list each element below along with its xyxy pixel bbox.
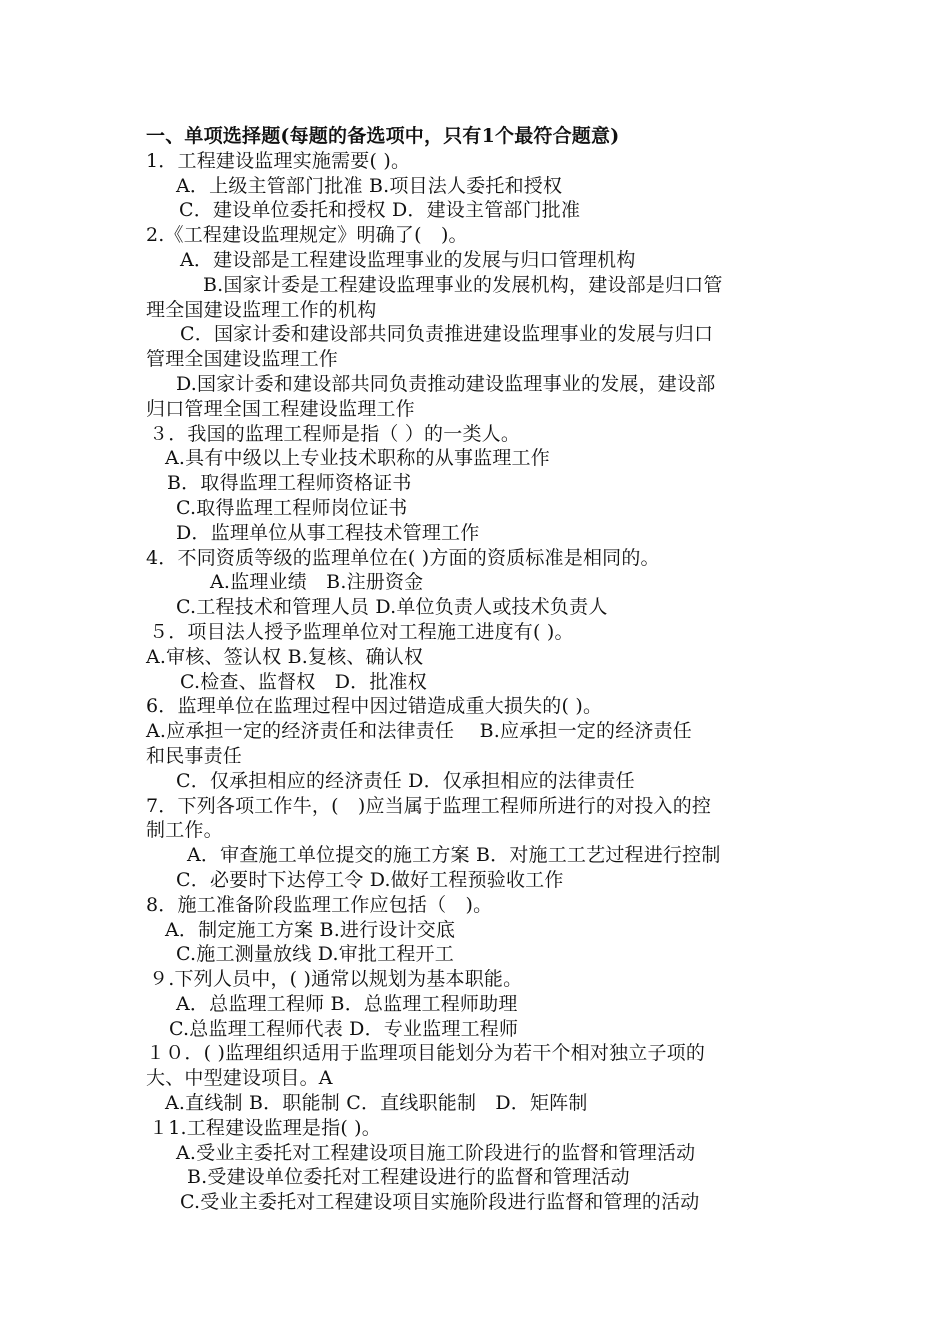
text-line: 4．不同资质等级的监理单位在( )方面的资质标准是相同的。	[146, 546, 660, 569]
text-line: A．总监理工程师 B．总监理工程师助理	[176, 992, 518, 1015]
text-line: B.受建设单位委托对工程建设进行的监督和管理活动	[187, 1166, 630, 1189]
text-line: B.国家计委是工程建设监理事业的发展机构，建设部是归口管	[203, 273, 723, 296]
text-line: B．取得监理工程师资格证书	[167, 472, 412, 495]
text-line: C.工程技术和管理人员 D.单位负责人或技术负责人	[176, 596, 608, 619]
text-line: ９.下列人员中，( )通常以规划为基本职能。	[149, 968, 523, 991]
text-line: １０．( )监理组织适用于监理项目能划分为若干个相对独立子项的	[146, 1042, 706, 1065]
text-line: C.施工测量放线 D.审批工程开工	[176, 943, 454, 966]
text-line: A.审核、签认权 B.复核、确认权	[146, 645, 424, 668]
text-line: C.总监理工程师代表 D．专业监理工程师	[169, 1017, 519, 1040]
text-line: A.监理业绩 B.注册资金	[210, 571, 424, 594]
text-line: 2.《工程建设监理规定》明确了( )。	[146, 224, 468, 247]
text-line: A．建设部是工程建设监理事业的发展与归口管理机构	[180, 248, 636, 271]
text-line: C.受业主委托对工程建设项目实施阶段进行监督和管理的活动	[180, 1191, 700, 1214]
text-line: A.具有中级以上专业技术职称的从事监理工作	[165, 447, 550, 470]
text-line: 制工作。	[146, 819, 223, 842]
text-line: C．仅承担相应的经济责任 D．仅承担相应的法律责任	[176, 769, 635, 792]
text-line: 8．施工准备阶段监理工作应包括（ )。	[146, 893, 493, 916]
text-line: ３．我国的监理工程师是指（ ）的一类人。	[149, 422, 521, 445]
text-line: C.检查、监督权 D．批准权	[180, 670, 427, 693]
text-line: A．制定施工方案 B.进行设计交底	[165, 918, 456, 941]
text-line: 7．下列各项工作牛，( )应当属于监理工程师所进行的对投入的控	[146, 794, 712, 817]
text-line: D．监理单位从事工程技术管理工作	[176, 521, 480, 544]
text-line: A.应承担一定的经济责任和法律责任 B.应承担一定的经济责任	[146, 720, 693, 743]
text-line: 大、中型建设项目。A	[146, 1067, 333, 1090]
section-heading: 一、单项选择题(每题的备选项中，只有1个最符合题意)	[146, 125, 620, 147]
text-line: 管理全国建设监理工作	[146, 348, 339, 371]
text-line: 和民事责任	[146, 744, 243, 767]
text-line: 6．监理单位在监理过程中因过错造成重大损失的( )。	[146, 695, 603, 718]
text-line: A.受业主委托对工程建设项目施工阶段进行的监督和管理活动	[176, 1141, 696, 1164]
text-line: 理全国建设监理工作的机构	[146, 298, 377, 321]
question-list	[146, 124, 826, 1215]
text-line: A.直线制 B．职能制 C．直线职能制 D．矩阵制	[165, 1092, 588, 1115]
text-line: C．国家计委和建设部共同负责推进建设监理事业的发展与归口	[180, 323, 714, 346]
text-line: D.国家计委和建设部共同负责推动建设监理事业的发展，建设部	[176, 372, 716, 395]
text-line: C．建设单位委托和授权 D．建设主管部门批准	[179, 199, 581, 222]
text-line: １1.工程建设监理是指( )。	[149, 1116, 381, 1139]
text-line: C．必要时下达停工令 D.做好工程预验收工作	[176, 868, 564, 891]
text-line: A．上级主管部门批准 B.项目法人委托和授权	[176, 174, 563, 197]
text-line: 1．工程建设监理实施需要( )。	[146, 149, 411, 172]
text-line: A．审查施工单位提交的施工方案 B．对施工工艺过程进行控制	[187, 844, 721, 867]
text-line: C.取得监理工程师岗位证书	[176, 496, 408, 519]
text-line: 归口管理全国工程建设监理工作	[146, 397, 415, 420]
text-line: ５．项目法人授予监理单位对工程施工进度有( )。	[149, 620, 574, 643]
